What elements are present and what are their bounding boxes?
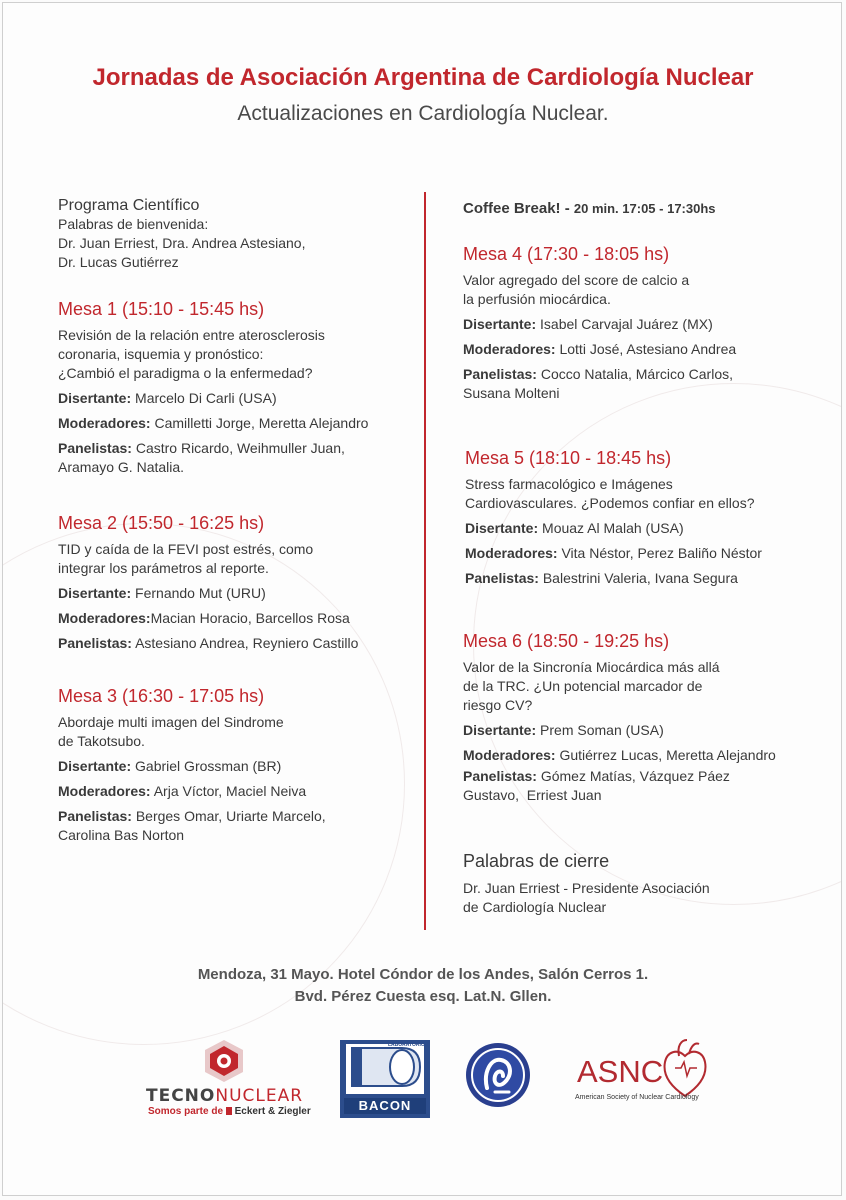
moderators-label: Moderadores: <box>463 747 556 763</box>
venue-line: Mendoza, 31 Mayo. Hotel Cóndor de los Andes, Salón Cerros 1. <box>197 966 649 983</box>
mesa-title: Mesa 3 (16:30 - 17:05 hs) <box>58 686 265 706</box>
bacon-top-label: LABORATORIOS <box>388 1042 429 1048</box>
mesa-title: Mesa 1 (15:10 - 15:45 hs) <box>58 299 265 319</box>
event-title: Jornadas de Asociación Argentina de Cardiología Nuclear <box>92 64 754 91</box>
mesa-topic: Stress farmacológico e Imágenes <box>465 476 673 492</box>
welcome-line: Palabras de bienvenida: <box>58 216 209 232</box>
mesa-title: Mesa 4 (17:30 - 18:05 hs) <box>463 244 670 264</box>
speaker-row <box>58 584 358 603</box>
tecnonuclear-name-dark: TECNO <box>146 1086 216 1106</box>
moderators-row <box>463 340 736 359</box>
mesa-title: Mesa 2 (15:50 - 16:25 hs) <box>58 513 265 533</box>
moderators-names: Arja Víctor, Maciel Neiva <box>153 783 307 799</box>
mesa-topic: ¿Cambió el paradigma o la enfermedad? <box>58 365 313 381</box>
bacon-logo <box>340 1040 430 1120</box>
bacon-wordmark: BACON <box>344 1098 426 1114</box>
speaker-label: Disertante: <box>463 722 537 738</box>
tecnonuclear-wordmark <box>146 1086 303 1106</box>
mesa-title: Mesa 6 (18:50 - 19:25 hs) <box>463 631 670 651</box>
panelists-label: Panelistas: <box>58 440 132 456</box>
panelists-label: Panelistas: <box>463 768 537 784</box>
panelists-names: Castro Ricardo, Weihmuller Juan, <box>135 440 345 456</box>
panelists-names: Astesiano Andrea, Reyniero Castillo <box>135 635 359 651</box>
moderators-label: Moderadores: <box>463 341 556 357</box>
moderators-label: Moderadores: <box>58 783 151 799</box>
moderators-row <box>58 609 358 628</box>
panelists-row <box>58 807 326 826</box>
speaker-label: Disertante: <box>463 316 537 332</box>
tecnonuclear-partner: Eckert & Ziegler <box>234 1106 311 1117</box>
coffee-label: Coffee Break! <box>463 200 561 217</box>
mesa-topic: de la TRC. ¿Un potencial marcador de <box>463 678 703 694</box>
moderators-names: Macian Horacio, Barcellos Rosa <box>150 610 350 626</box>
panelists-names: Gustavo, Erriest Juan <box>463 787 602 803</box>
moderators-label: Moderadores: <box>58 415 151 431</box>
moderators-label: Moderadores: <box>58 610 151 626</box>
panelists-names: Gómez Matías, Vázquez Páez <box>540 768 730 784</box>
program-block <box>58 196 305 272</box>
coffee-dash: - <box>560 200 574 217</box>
panelists-names: Cocco Natalia, Márcico Carlos, <box>540 366 733 382</box>
sponsor-logos <box>0 1036 846 1126</box>
tecnonuclear-name-red: NUCLEAR <box>215 1086 304 1106</box>
tecnonuclear-tagline <box>148 1106 311 1117</box>
mesa-topic: Cardiovasculares. ¿Podemos confiar en ellos? <box>465 495 755 511</box>
speaker-name: Fernando Mut (URU) <box>135 585 266 601</box>
mesa-topic: Valor agregado del score de calcio a <box>463 272 690 288</box>
mesa-4 <box>463 243 736 403</box>
ez-mark-icon <box>226 1107 232 1115</box>
venue-info <box>0 964 846 1008</box>
tecnonuclear-logo <box>144 1036 311 1120</box>
speaker-name: Isabel Carvajal Juárez (MX) <box>540 316 713 332</box>
mesa-topic: de Takotsubo. <box>58 733 145 749</box>
speaker-row <box>465 519 762 538</box>
mesa-5 <box>465 447 762 588</box>
mesa-3 <box>58 685 326 845</box>
closing-block <box>463 852 710 917</box>
mesa-topic: integrar los parámetros al reporte. <box>58 560 269 576</box>
heart-icon <box>661 1038 709 1100</box>
speaker-row <box>463 721 776 740</box>
moderators-names: Gutiérrez Lucas, Meretta Alejandro <box>559 747 776 763</box>
moderators-row <box>463 746 776 765</box>
welcome-line: Dr. Juan Erriest, Dra. Andrea Astesiano, <box>58 235 306 251</box>
panelists-label: Panelistas: <box>463 366 537 382</box>
coffee-detail: 20 min. 17:05 - 17:30hs <box>573 201 716 216</box>
speaker-label: Disertante: <box>58 390 132 406</box>
panelists-names: Berges Omar, Uriarte Marcelo, <box>135 808 326 824</box>
panelists-names: Susana Molteni <box>463 385 560 401</box>
speaker-name: Marcelo Di Carli (USA) <box>135 390 277 406</box>
panelists-row <box>463 767 776 786</box>
mesa-topic: TID y caída de la FEVI post estrés, como <box>58 541 314 557</box>
moderators-names: Lotti José, Astesiano Andrea <box>559 341 737 357</box>
welcome-line: Dr. Lucas Gutiérrez <box>58 254 179 270</box>
panelists-names: Balestrini Valeria, Ivana Segura <box>542 570 738 586</box>
asnc-wordmark: ASNC <box>577 1054 664 1089</box>
moderators-label: Moderadores: <box>465 545 558 561</box>
speaker-label: Disertante: <box>58 585 132 601</box>
asnc-logo <box>575 1038 715 1122</box>
speaker-row <box>463 315 736 334</box>
closing-heading: Palabras de cierre <box>463 851 610 871</box>
column-divider <box>424 192 426 930</box>
mesa-topic: Valor de la Sincronía Miocárdica más allá <box>463 659 720 675</box>
mesa-1 <box>58 298 368 477</box>
mesa-6 <box>463 630 776 805</box>
society-seal-logo <box>465 1042 531 1108</box>
panelists-row <box>465 569 762 588</box>
mesa-topic: Abordaje multi imagen del Sindrome <box>58 714 284 730</box>
speaker-row <box>58 757 326 776</box>
asnc-full-name: American Society of Nuclear Cardiology <box>575 1094 699 1101</box>
speaker-name: Gabriel Grossman (BR) <box>135 758 282 774</box>
panelists-row <box>58 634 358 653</box>
program-heading: Programa Científico <box>58 197 200 214</box>
panelists-label: Panelistas: <box>58 808 132 824</box>
moderators-row <box>58 414 368 433</box>
event-subtitle: Actualizaciones en Cardiología Nuclear. <box>237 102 609 125</box>
mesa-topic: coronaria, isquemia y pronóstico: <box>58 346 264 362</box>
mesa-topic: riesgo CV? <box>463 697 533 713</box>
moderators-row <box>58 782 326 801</box>
speaker-label: Disertante: <box>58 758 132 774</box>
closing-line: Dr. Juan Erriest - Presidente Asociación <box>463 880 710 896</box>
panelists-label: Panelistas: <box>465 570 539 586</box>
closing-line: de Cardiología Nuclear <box>463 899 607 915</box>
panelists-row <box>58 439 368 458</box>
mesa-topic: la perfusión miocárdica. <box>463 291 611 307</box>
speaker-name: Mouaz Al Malah (USA) <box>542 520 684 536</box>
moderators-names: Camilletti Jorge, Meretta Alejandro <box>154 415 369 431</box>
seal-icon <box>465 1042 531 1108</box>
panelists-names: Carolina Bas Norton <box>58 827 185 843</box>
panelists-names: Aramayo G. Natalia. <box>58 459 185 475</box>
moderators-row <box>465 544 762 563</box>
tecnonuclear-icon <box>144 1036 304 1084</box>
tecnonuclear-tagline-text: Somos parte de <box>148 1106 224 1117</box>
panelists-label: Panelistas: <box>58 635 132 651</box>
venue-line: Bvd. Pérez Cuesta esq. Lat.N. Gllen. <box>294 988 552 1005</box>
mesa-topic: Revisión de la relación entre aterosclerosis <box>58 327 325 343</box>
mesa-2 <box>58 512 358 653</box>
speaker-row <box>58 389 368 408</box>
moderators-names: Vita Néstor, Perez Baliño Néstor <box>561 545 762 561</box>
panelists-row <box>463 365 736 384</box>
speaker-label: Disertante: <box>465 520 539 536</box>
speaker-name: Prem Soman (USA) <box>540 722 664 738</box>
coffee-break <box>463 199 716 218</box>
mesa-title: Mesa 5 (18:10 - 18:45 hs) <box>465 448 672 468</box>
